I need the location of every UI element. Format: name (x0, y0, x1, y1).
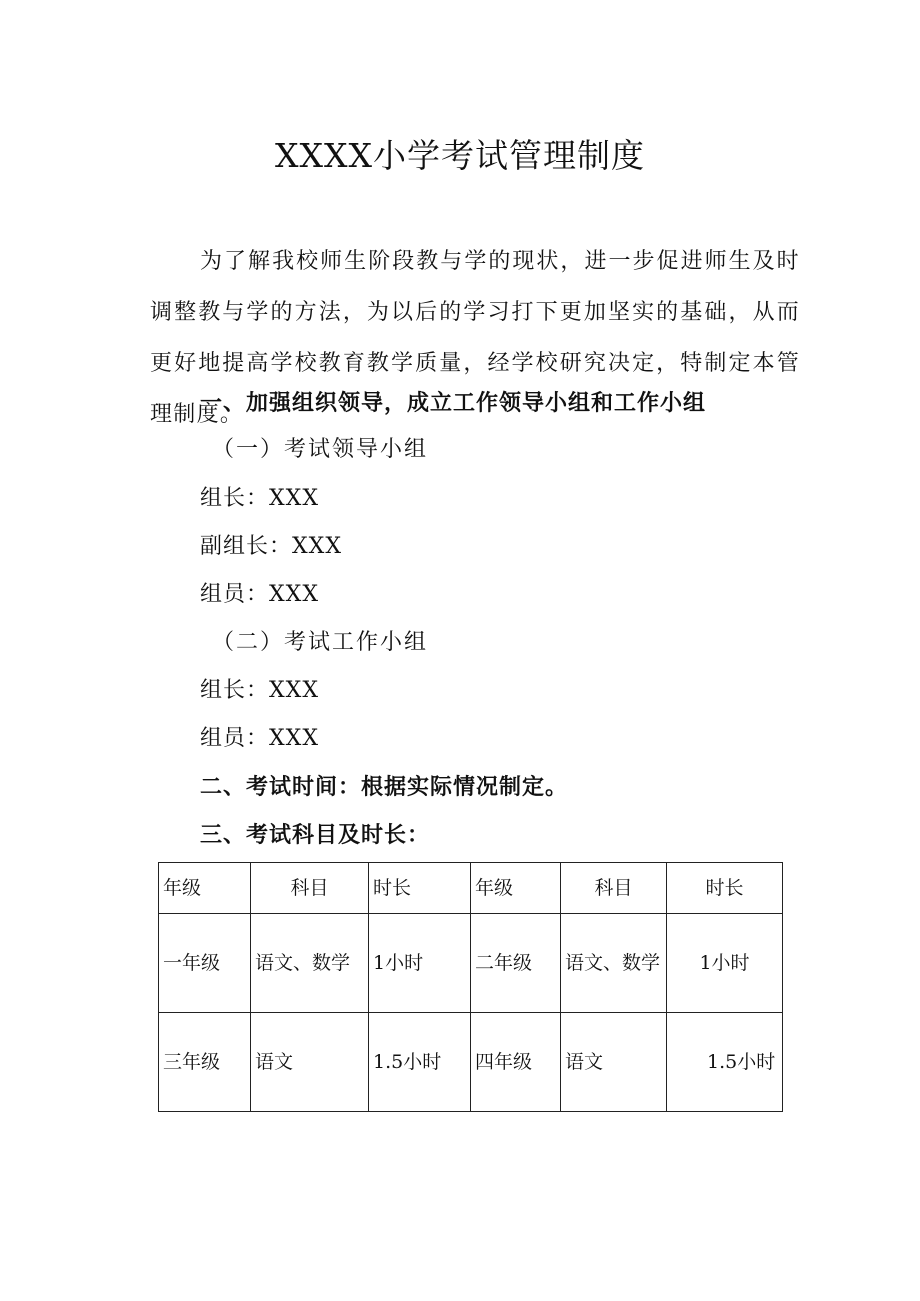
table-header-cell: 时长 (369, 863, 471, 914)
table-cell: 语文 (561, 1013, 667, 1112)
group-1-title: （一）考试领导小组 (212, 437, 429, 462)
table-row (159, 914, 783, 1013)
table-header-cell: 科目 (251, 863, 369, 914)
group-1-leader: 组长：XXX (200, 486, 319, 511)
group-2-title: （二）考试工作小组 (212, 630, 429, 655)
table-cell: 二年级 (471, 914, 561, 1013)
table-cell: 语文、数学 (561, 914, 667, 1013)
table-header-cell: 时长 (667, 863, 783, 914)
section-3-heading: 三、考试科目及时长： (200, 822, 431, 848)
table-cell: 语文、数学 (251, 914, 369, 1013)
section-1-heading: 一、加强组织领导，成立工作领导小组和工作小组 (200, 390, 707, 416)
table-header-row (159, 863, 783, 914)
group-1-vice-leader: 副组长：XXX (200, 534, 342, 559)
group-2-members: 组员：XXX (200, 726, 319, 751)
table-row (159, 1013, 783, 1112)
table-cell: 1.5小时 (667, 1013, 783, 1112)
section-2-heading: 二、考试时间：根据实际情况制定。 (200, 774, 569, 800)
table-cell: 三年级 (159, 1013, 251, 1112)
table-cell: 1.5小时 (369, 1013, 471, 1112)
exam-schedule-table (158, 862, 783, 1112)
group-2-leader: 组长：XXX (200, 678, 319, 703)
intro-paragraph: 为了解我校师生阶段教与学的现状，进一步促进师生及时调整教与学的方法，为以后的学习打下更加坚实的基础，从而更好地提高学校教育教学质量，经学校研究决定，特制定本管理制度。 (150, 249, 800, 427)
table-header-cell: 年级 (471, 863, 561, 914)
table-cell: 1小时 (369, 914, 471, 1013)
table-header-cell: 年级 (159, 863, 251, 914)
document-title: XXXX小学考试管理制度 (275, 136, 645, 175)
group-1-members: 组员：XXX (200, 582, 319, 607)
table-cell: 1小时 (667, 914, 783, 1013)
table-cell: 语文 (251, 1013, 369, 1112)
table-cell: 一年级 (159, 914, 251, 1013)
table-cell: 四年级 (471, 1013, 561, 1112)
table-header-cell: 科目 (561, 863, 667, 914)
